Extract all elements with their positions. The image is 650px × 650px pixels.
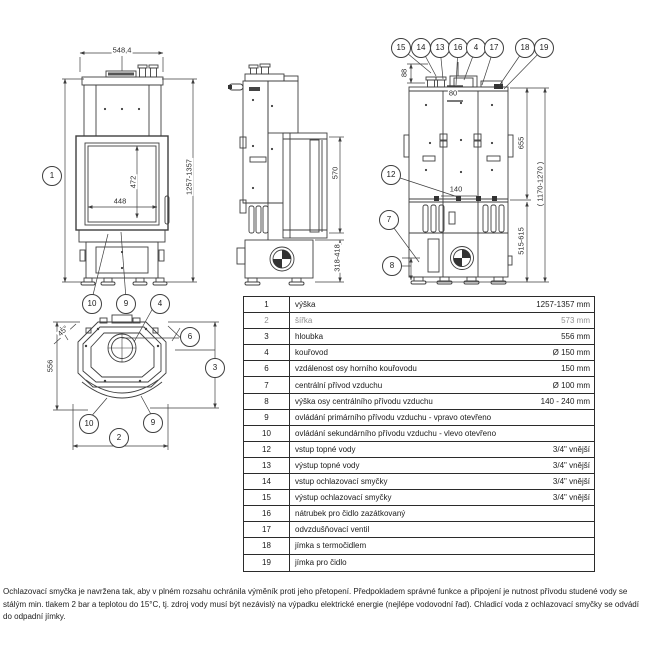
callout-9-plan: 9 [143, 413, 163, 433]
callout-2: 2 [109, 428, 129, 448]
table-row [244, 522, 594, 538]
table-row [244, 426, 594, 442]
row-number: 3 [244, 329, 290, 344]
row-number: 19 [244, 555, 290, 571]
callout-9: 9 [116, 294, 136, 314]
row-label: ovládání sekundárního přívodu vzduchu - vlevo otevřeno [295, 428, 497, 438]
callout-12: 12 [381, 165, 401, 185]
callout-8: 8 [382, 256, 402, 276]
row-label: vstup topné vody [295, 444, 356, 454]
dim-rear-140: 140 [449, 184, 463, 194]
table-row [244, 410, 594, 426]
row-number: 2 [244, 313, 290, 328]
table-row [244, 555, 594, 571]
rear-view [391, 48, 549, 284]
table-row [244, 345, 594, 361]
row-label: výška osy centrálního přívodu vzduchu [295, 396, 433, 406]
row-value: 150 mm [561, 364, 590, 374]
callout-4-rear: 4 [466, 38, 486, 58]
table-row [244, 394, 594, 410]
footer-note: Ochlazovací smyčka je navržena tak, aby v plném rozsahu ochránila výměník proti jeho přetopení. Předpokladem správné funkce a připojení je nutnost přívodu studené vody se stálým min. tlakem 2 bar a teplotou do 15°C, tj. zdroj vody musí být nezávislý na výpadku elektrické energie (nejlépe vodovodní řad). Chladicí voda z ochlazovací smyčky se odvádí do odpadní jímky. [3, 587, 639, 622]
dim-rear-total: ( 1170-1270 ) [535, 161, 545, 207]
dim-rear-515: 515-615 [516, 227, 526, 255]
dim-front-width: 548,4 [112, 45, 132, 55]
dim-side-base: 318-418 [332, 244, 342, 272]
table-row [244, 377, 594, 393]
table-row [244, 474, 594, 490]
dim-plan-depth: 556 [45, 359, 55, 373]
dim-rear-80: 80 [448, 88, 458, 98]
row-label: výstup topné vody [295, 460, 360, 470]
row-number: 14 [244, 474, 290, 489]
table-row [244, 458, 594, 474]
row-label: výstup ochlazovací smyčky [295, 493, 392, 503]
callout-17: 17 [484, 38, 504, 58]
row-value: 3/4" vnější [552, 444, 590, 454]
table-row [244, 538, 594, 554]
row-number: 10 [244, 426, 290, 441]
row-value: 3/4" vnější [552, 460, 590, 470]
dim-glass-height: 472 [128, 175, 138, 189]
row-label: hloubka [295, 332, 324, 342]
row-label: odvzdušňovací ventil [295, 525, 370, 535]
row-number: 9 [244, 410, 290, 425]
callout-18: 18 [515, 38, 535, 58]
row-number: 12 [244, 442, 290, 457]
row-value: 3/4" vnější [552, 493, 590, 503]
dim-glass-width: 448 [113, 196, 127, 206]
row-label: centrální přívod vzduchu [295, 380, 383, 390]
callout-19: 19 [534, 38, 554, 58]
callout-10-plan: 10 [79, 414, 99, 434]
table-row [244, 490, 594, 506]
row-label: vstup ochlazovací smyčky [295, 477, 388, 487]
table-row [244, 506, 594, 522]
row-value: 1257-1357 mm [536, 300, 590, 310]
row-number: 8 [244, 394, 290, 409]
callout-14: 14 [411, 38, 431, 58]
row-number: 4 [244, 345, 290, 360]
table-row [244, 442, 594, 458]
dim-rear-655: 655 [516, 136, 526, 150]
callout-16: 16 [448, 38, 468, 58]
row-value: 573 mm [561, 316, 590, 326]
row-value: 140 - 240 mm [540, 396, 590, 406]
row-label: kouřovod [295, 348, 328, 358]
callout-10: 10 [82, 294, 102, 314]
dim-plan-angle: 45° [55, 323, 71, 339]
callout-13: 13 [430, 38, 450, 58]
row-number: 7 [244, 377, 290, 392]
row-value: 3/4" vnější [552, 477, 590, 487]
callout-4: 4 [150, 294, 170, 314]
table-row [244, 297, 594, 313]
row-label: nátrubek pro čidlo zazátkovaný [295, 509, 406, 519]
row-number: 16 [244, 506, 290, 521]
row-value: Ø 100 mm [552, 380, 590, 390]
row-number: 15 [244, 490, 290, 505]
callout-7: 7 [379, 210, 399, 230]
row-number: 18 [244, 538, 290, 553]
dim-front-height: 1257-1357 [184, 159, 194, 195]
row-label: jímka pro čidlo [295, 558, 347, 568]
row-label: výška [295, 300, 316, 310]
row-label: ovládání primárního přívodu vzduchu - vpravo otevřeno [295, 412, 492, 422]
spec-table [243, 296, 595, 572]
row-number: 17 [244, 522, 290, 537]
row-number: 1 [244, 297, 290, 312]
row-number: 13 [244, 458, 290, 473]
row-label: jímka s termočidlem [295, 541, 367, 551]
table-row [244, 329, 594, 345]
row-label: vzdálenost osy horního kouřovodu [295, 364, 417, 374]
row-value: 556 mm [561, 332, 590, 342]
callout-3: 3 [205, 358, 225, 378]
table-row [244, 361, 594, 377]
side-view [228, 64, 344, 285]
row-value: Ø 150 mm [552, 348, 590, 358]
callout-15: 15 [391, 38, 411, 58]
dim-rear-88: 88 [399, 68, 409, 78]
row-label: šířka [295, 316, 313, 326]
dim-side-glass: 570 [330, 166, 340, 180]
callout-1: 1 [42, 166, 62, 186]
table-row [244, 313, 594, 329]
callout-6: 6 [180, 327, 200, 347]
row-number: 6 [244, 361, 290, 376]
